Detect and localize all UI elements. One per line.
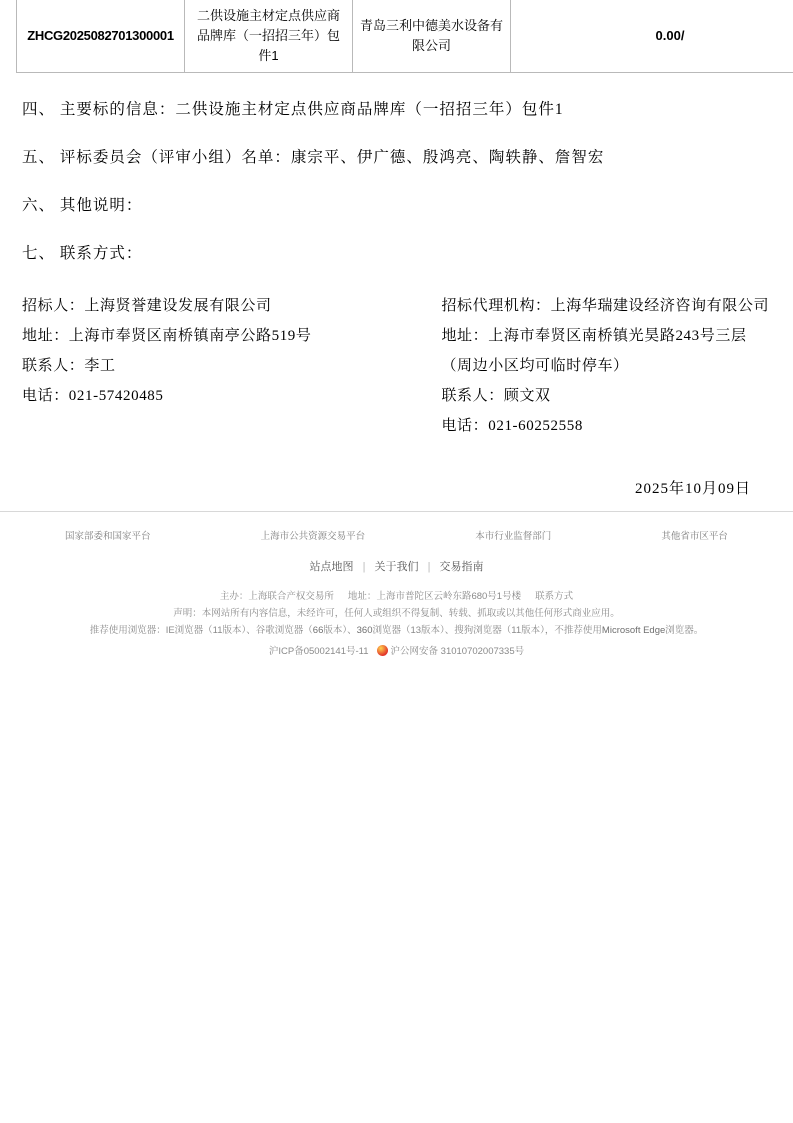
agency-person: 联系人：顾文双 [441,388,551,404]
footer-address-label: 地址： [347,591,377,602]
footer-address-value: 上海市普陀区云岭东路680号1号楼 [376,591,522,602]
cell-subject-name: 二供设施主材定点供应商品牌库（一招招三年）包件1 [185,0,353,73]
footer-host-value: 上海联合产权交易所 [248,591,334,602]
bid-result-table-wrapper [0,0,793,73]
section-contact-method: 七、 联系方式： [22,245,143,262]
footer-browser-note [0,622,793,639]
site-footer [0,511,793,657]
agency-address: 地址：上海市奉贤区南桥镇光昊路243号三层（周边小区均可临时停车） [441,328,747,374]
footer-link-supervision[interactable]: 本市行业监督部门 [475,531,552,542]
table-row [17,0,793,73]
section-evaluation-committee: 五、 评标委员会（评审小组）名单：康宗平、伊广德、殷鸿亮、陶轶静、詹智宏 [22,149,605,166]
footer-statement: 声明：本网站所有内容信息，未经许可，任何人或组织不得复制、转载、抓取或以其他任何形式商业应用。 [173,608,620,619]
tenderer-person: 联系人：李工 [22,358,116,374]
tenderer-phone: 电话：021-57420485 [22,388,164,404]
footer-host-line [0,588,793,605]
footer-icp-line [0,643,793,657]
section-main-subject-info: 四、 主要标的信息：二供设施主材定点供应商品牌库（一招招三年）包件1 [22,101,564,118]
publish-date: 2025年10月09日 [634,481,751,497]
icp-link[interactable]: 沪ICP备05002141号-11 [268,646,369,657]
cell-project-code: ZHCG2025082701300001 [17,0,185,73]
bid-result-table [16,0,793,73]
agency-name: 招标代理机构：上海华瑞建设经济咨询有限公司 [441,298,770,314]
footer-nav-sitemap[interactable]: 站点地图 [309,561,354,573]
tenderer-address: 地址：上海市奉贤区南桥镇南亭公路519号 [22,328,312,344]
footer-link-shanghai-public[interactable]: 上海市公共资源交易平台 [260,531,366,542]
agency-phone: 电话：021-60252558 [441,418,583,434]
contact-tenderer [22,291,441,441]
contact-block [22,291,771,441]
browser-note-suffix: 浏览器。 [665,625,704,636]
footer-nav-separator-2: | [427,561,431,573]
footer-contact-link[interactable]: 联系方式 [535,591,574,602]
footer-platform-links [0,528,793,542]
footer-link-national[interactable]: 国家部委和国家平台 [65,531,151,542]
browser-note-edge: Microsoft Edge [601,625,666,636]
browser-note-prefix: 推荐使用浏览器：IE浏览器（11版本）、谷歌浏览器（ [89,625,313,636]
browser-note-mid-2: 浏览器（13版本）、搜狗浏览器（11版本），不推荐使用 [372,625,602,636]
footer-nav [0,558,793,574]
police-badge-icon [377,645,388,656]
cell-winning-supplier: 青岛三利中德美水设备有限公司 [353,0,511,73]
browser-note-mid-1: 版本）、 [323,625,357,636]
tenderer-name: 招标人：上海贤誉建设发展有限公司 [22,298,272,314]
document-content [0,99,793,498]
section-other-notes: 六、 其他说明： [22,197,143,214]
footer-link-other-provinces[interactable]: 其他省市区平台 [661,531,728,542]
footer-nav-guide[interactable]: 交易指南 [439,561,484,573]
footer-nav-about[interactable]: 关于我们 [374,561,419,573]
police-record-link[interactable]: 沪公网安备 31010702007335号 [390,646,525,657]
browser-note-360-version: 360 [356,625,373,636]
browser-note-chrome-version: 66 [312,625,324,636]
footer-host-label: 主办： [219,591,249,602]
footer-nav-separator-1: | [362,561,366,573]
cell-winning-amount: 0.00/ [511,0,793,73]
contact-agency [441,291,771,441]
